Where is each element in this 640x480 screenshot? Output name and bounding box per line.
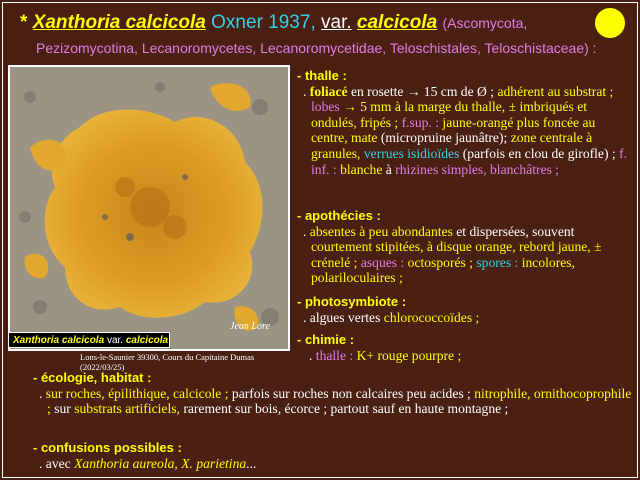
eco-non-calcaires: parfois sur roches non calcaires peu acides ;	[231, 385, 471, 401]
photo-credit: Lons-le-Saunier 39300, Cours du Capitaine Dumas (2022/03/25)	[80, 352, 255, 372]
thalle-girofle: (parfois en clou de girofle) ;	[462, 145, 616, 161]
caption-genus: Xanthoria calcicola	[13, 335, 105, 346]
apo-spores: spores :	[476, 254, 519, 270]
apo-abondance: absentes à peu abondantes	[309, 223, 453, 239]
title-genus: Xanthoria calcicola	[32, 12, 206, 33]
eco-nitrophile: nitrophile, ornithocoprophile ;	[47, 385, 632, 417]
photo-chloro: chlorococcoïdes ;	[383, 309, 480, 325]
thalle-a: à	[385, 161, 392, 177]
photosymbiote-heading: - photosymbiote :	[297, 294, 407, 309]
thalle-heading: - thalle :	[297, 68, 347, 83]
thalle-rosette: en rosette → 15 cm de Ø ;	[350, 83, 495, 99]
photosymbiote-section	[297, 294, 635, 325]
apothecies-text: . absentes à peu abondantes et dispersées, souvent courtement stipitées, à disque orange, rebord jaune, ± crénelé ; asques : octosporés ; spores : incolores, polariloculaires ;	[303, 223, 602, 286]
conf-avec: avec	[45, 455, 71, 471]
chimie-thalle: thalle :	[315, 347, 354, 363]
title-asterisk: *	[20, 12, 28, 33]
ecologie-section	[33, 370, 633, 417]
title-var-name: calcicola	[356, 12, 438, 33]
caption-name: calcicola	[125, 335, 169, 346]
photosymbiote-text: . algues vertes chlorococcoïdes ;	[303, 309, 480, 325]
chimie-section	[297, 332, 635, 363]
eco-artificiels: substrats artificiels,	[74, 401, 180, 417]
chimie-reaction: K+ rouge pourpre ;	[356, 347, 462, 363]
apo-dispersees: et dispersées, souvent	[456, 223, 575, 239]
title-taxonomy-1: (Ascomycota,	[442, 15, 528, 31]
lichen-rosette-image	[10, 67, 288, 349]
chimie-text: . thalle : K+ rouge pourpre ;	[309, 347, 462, 363]
thalle-section	[297, 68, 635, 177]
eco-roches: sur roches, épilithique, calcicole ;	[45, 385, 229, 401]
thalle-blanche: blanche	[340, 161, 383, 177]
thalle-lobes-desc: → 5 mm à la marge du thalle, ± imbriqués et ondulés, fripés ;	[311, 99, 588, 130]
photo-algues: algues vertes	[309, 309, 381, 325]
conf-ellipsis: ...	[246, 455, 257, 471]
title-author: Oxner 1937,	[211, 12, 316, 33]
title-var-label: var.	[321, 12, 352, 33]
conf-species: Xanthoria aureola, X. parietina	[74, 455, 247, 471]
thalle-micropruine: (micropruine jaunâtre);	[380, 130, 508, 146]
apo-stipitees: courtement stipitées, à disque orange, rebord jaune, ± crénelé ;	[311, 239, 602, 270]
page-title	[20, 12, 600, 59]
confusions-section	[33, 440, 633, 471]
apothecies-section	[297, 208, 635, 286]
thalle-rhizines: rhizines simples, blanchâtres ;	[395, 161, 560, 177]
photo-signature: Jean Lore	[230, 321, 270, 332]
caption-var: var.	[106, 335, 124, 346]
title-taxonomy-2: Pezizomycotina, Lecanoromycetes, Lecanoromycetidae, Teloschistales, Teloschistaceae) :	[36, 40, 597, 56]
ecologie-heading: - écologie, habitat :	[33, 370, 152, 385]
thalle-lobes: lobes	[311, 99, 340, 115]
thalle-foliace: foliacé	[309, 83, 348, 99]
photo-caption	[8, 332, 170, 348]
apothecies-heading: - apothécies :	[297, 208, 381, 223]
apo-asques: asques :	[360, 254, 405, 270]
thalle-verrues: verrues isidioïdes	[363, 145, 460, 161]
lichen-photo	[8, 65, 290, 351]
thalle-adherent: adhérent au substrat ;	[497, 83, 614, 99]
sun-icon	[595, 8, 625, 38]
thalle-finf: f. inf. :	[311, 145, 627, 177]
eco-sur: sur	[54, 401, 71, 417]
eco-bois: rarement sur bois, écorce ; partout sauf en haute montagne ;	[183, 401, 509, 417]
thalle-fsup-color: jaune-orangé plus foncée au centre, mate	[311, 114, 596, 146]
confusions-heading: - confusions possibles :	[33, 440, 182, 455]
apo-octospores: octosporés ;	[407, 254, 473, 270]
thalle-text: . foliacé en rosette → 15 cm de Ø ; adhérent au substrat ; lobes → 5 mm à la marge du thalle, ± imbriqués et ondulés, fripés ; f.sup. : jaune-orangé plus foncée au centre, mate (micropruine jaunâtre); zone centrale à granules, verrues isidioïdes (parfois en clou de girofle) ; f. inf. : blanche à rhizines simples, blanchâtres ;	[303, 83, 627, 177]
ecologie-text: . sur roches, épilithique, calcicole ; parfois sur roches non calcaires peu acides ; nitrophile, ornithocoprophile ; sur substrats artificiels, rarement sur bois, écorce ; partout sauf en haute montagne ;	[39, 385, 632, 417]
apo-incolores: incolores, polariloculaires ;	[311, 254, 575, 286]
confusions-text: . avec Xanthoria aureola, X. parietina...	[39, 455, 257, 471]
chimie-heading: - chimie :	[297, 332, 355, 347]
thalle-granules: zone centrale à granules,	[311, 130, 593, 161]
thalle-fsup: f.sup. :	[401, 114, 440, 130]
